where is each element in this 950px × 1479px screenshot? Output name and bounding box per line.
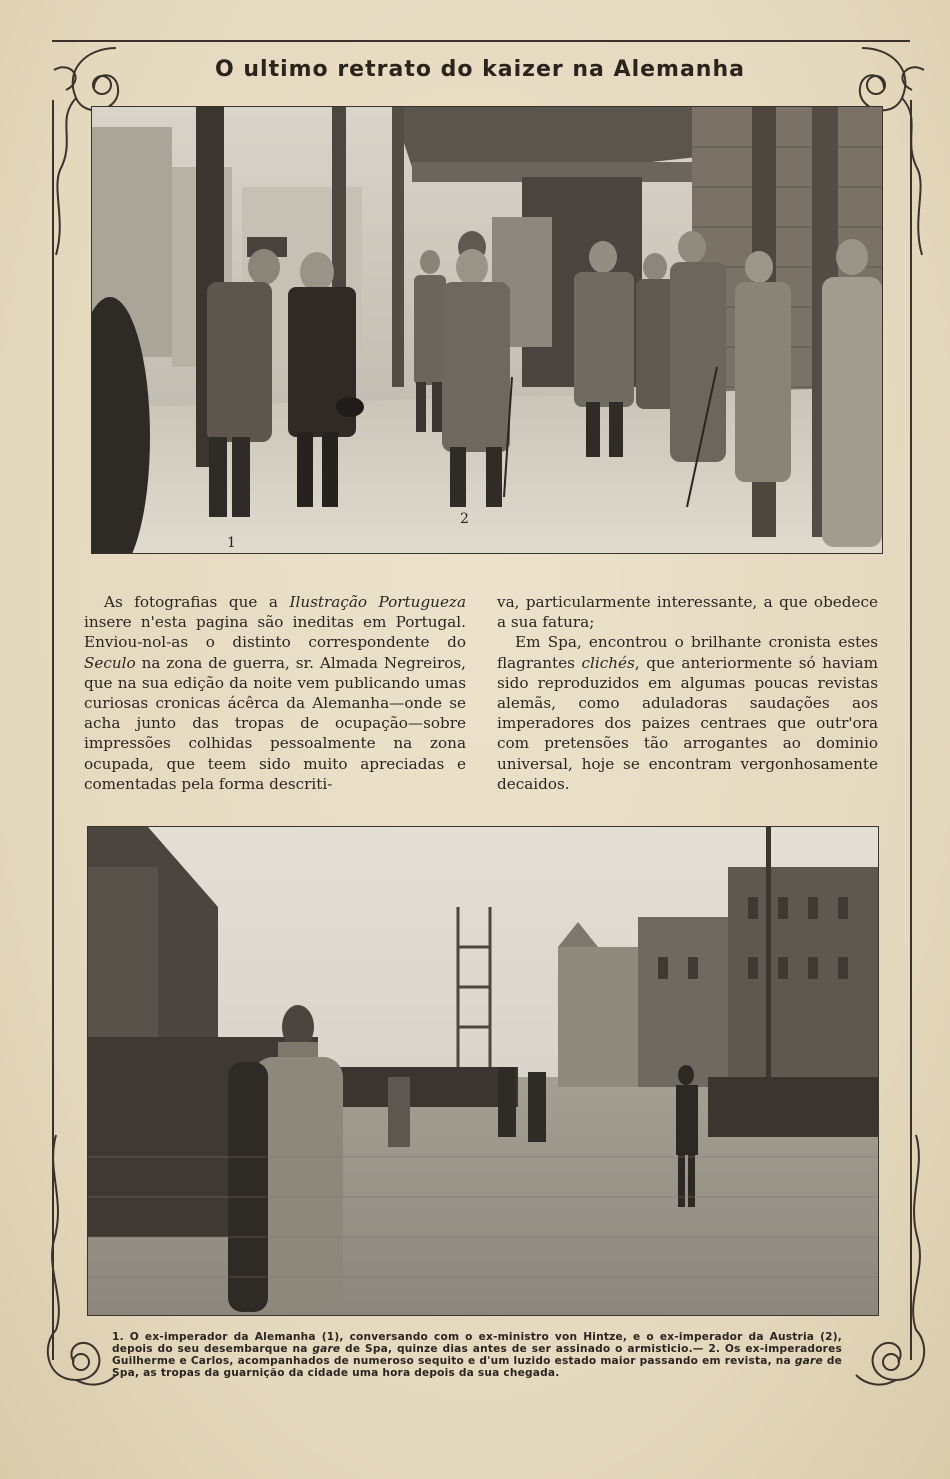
photo-kaiser-station [91,106,883,554]
article-paragraph-right-2: Em Spa, encontrou o brilhante cronista estes flagrantes clichés, que anteriormente só haviam sido reproduzidos em algumas poucas revistas alemãs, como aduladoras saudações aos imperadores dos paizes centraes que outr'ora com pretensões tão arrogantes ao dominio universal, hoje se encontram vergonhosamente decaidos. [497,633,878,793]
article-paragraph-left: As fotografias que a Ilustração Portugueza insere n'esta pagina são ineditas em Portugal. Enviou-nol-as o distinto correspondente do Seculo na zona de guerra, sr. Almada Negreiros, que na sua edição da noite vem publicando umas curiosas cronicas ácêrca da Alemanha—onde se acha junto das tropas de ocupação—sobre impressões colhidas pessoalmente na zona ocupada, que teem sido muito apreciadas e comentadas pela forma descriti- [84,593,466,793]
photo-review-spa [87,826,879,1316]
photo-caption: 1. O ex-imperador da Alemanha (1), conversando com o ex-ministro von Hintze, e o ex-imperador da Austria (2), depois do seu desembarque na gare de Spa, quinze dias antes de ser assinado o armisticio.— 2. Os ex-imperadores Guilherme e Carlos, acompanhados de numeroso sequito e d'um luzido estado maior passando em revista, na gare de Spa, as tropas da guarnição da cidade uma hora depois da sua chegada. [112,1331,842,1379]
publication-name: Ilustração Portugueza [289,593,466,611]
photo1-marker-1: 1 [227,535,236,551]
article-column-left [84,592,466,794]
page-title: O ultimo retrato do kaizer na Alemanha [215,57,745,82]
article-column-right [497,592,878,794]
photo1-marker-2: 2 [460,511,469,527]
article-paragraph-right-1: va, particularmente interessante, a que obedece a sua fatura; [497,593,878,632]
newspaper-name: Seculo [84,653,136,672]
